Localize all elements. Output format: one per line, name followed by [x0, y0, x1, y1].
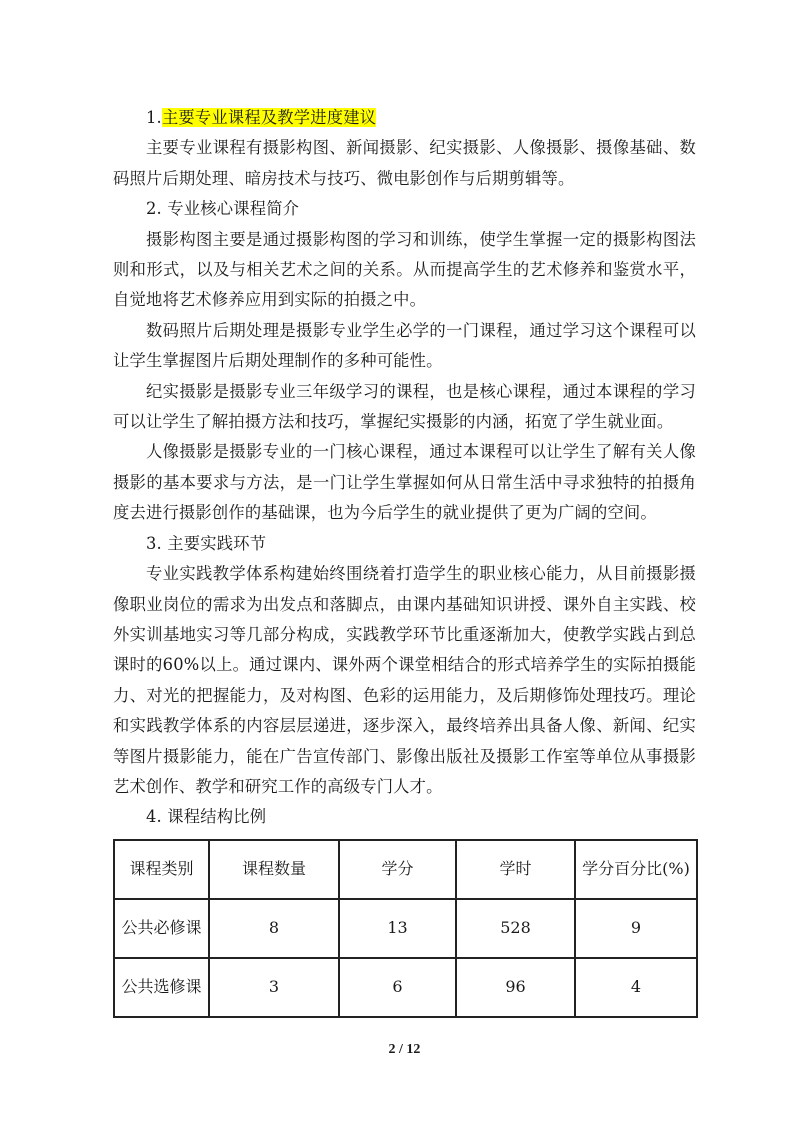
- course-intro-portrait: 人像摄影是摄影专业的一门核心课程，通过本课程可以让学生了解有关人像摄影的基本要求与方法，是一门让学生掌握如何从日常生活中寻求独特的拍摄角度去进行摄影创作的基础课，也为今后学生的就业提供了更为广阔的空间。: [113, 442, 696, 523]
- table-cell: 8: [209, 899, 339, 958]
- table-cell: 9: [575, 899, 697, 958]
- section-1-paragraph: 主要专业课程有摄影构图、新闻摄影、纪实摄影、人像摄影、摄像基础、数码照片后期处理、暗房技术与技巧、微电影创作与后期剪辑等。: [113, 138, 696, 188]
- table-header-row: [114, 840, 697, 899]
- section-3-paragraph: 专业实践教学体系构建始终围绕着打造学生的职业核心能力，从目前摄影摄像职业岗位的需求为出发点和落脚点，由课内基础知识讲授、课外自主实践、校外实训基地实习等几部分构成，实践教学环节比重逐渐加大，使教学实践占到总课时的60%以上。通过课内、课外两个课堂相结合的形式培养学生的实际拍摄能力、对光的把握能力，及对构图、色彩的运用能力，及后期修饰处理技巧。理论和实践教学体系的内容层层递进，逐步深入，最终培养出具备人像、新闻、纪实等图片摄影能力，能在广告宣传部门、影像出版社及摄影工作室等单位从事摄影艺术创作、教学和研究工作的高级专门人才。: [113, 564, 696, 796]
- table-cell: 公共必修课: [114, 899, 209, 958]
- course-intro-digital-post: 数码照片后期处理是摄影专业学生必学的一门课程，通过学习这个课程可以让学生掌握图片后期处理制作的多种可能性。: [113, 320, 696, 371]
- table-cell: 公共选修课: [114, 958, 209, 1017]
- section-1-number: 1.: [146, 108, 162, 127]
- table-header-cell: 学分: [339, 840, 456, 899]
- table-cell: 3: [209, 958, 339, 1017]
- table-cell: 4: [575, 958, 697, 1017]
- table-cell: 13: [339, 899, 456, 958]
- table-row: [114, 958, 697, 1017]
- table-header-cell: 课程类别: [114, 840, 209, 899]
- course-intro-composition: 摄影构图主要是通过摄影构图的学习和训练，使学生掌握一定的摄影构图法则和形式，以及与相关艺术之间的关系。从而提高学生的艺术修养和鉴赏水平，自觉地将艺术修养应用到实际的拍摄之中。: [113, 229, 696, 310]
- table-cell: 96: [456, 958, 575, 1017]
- table-header-cell: 学时: [456, 840, 575, 899]
- section-3-heading: 3. 主要实践环节: [146, 533, 267, 553]
- section-1-heading: [113, 103, 696, 133]
- table-header-cell: 课程数量: [209, 840, 339, 899]
- section-1-title-highlighted: 主要专业课程及教学进度建议: [161, 108, 377, 127]
- table-cell: 6: [339, 958, 456, 1017]
- course-intro-documentary: 纪实摄影是摄影专业三年级学习的课程，也是核心课程，通过本课程的学习可以让学生了解拍摄方法和技巧，掌握纪实摄影的内涵，拓宽了学生就业面。: [113, 381, 696, 432]
- table-row: [114, 899, 697, 958]
- page-number: 2 / 12: [388, 1041, 421, 1057]
- course-structure-table: [113, 839, 698, 1018]
- section-4-heading: 4. 课程结构比例: [146, 807, 267, 827]
- section-2-heading: 2. 专业核心课程简介: [146, 199, 300, 219]
- table-cell: 528: [456, 899, 575, 958]
- table-header-cell: 学分百分比(%): [575, 840, 697, 899]
